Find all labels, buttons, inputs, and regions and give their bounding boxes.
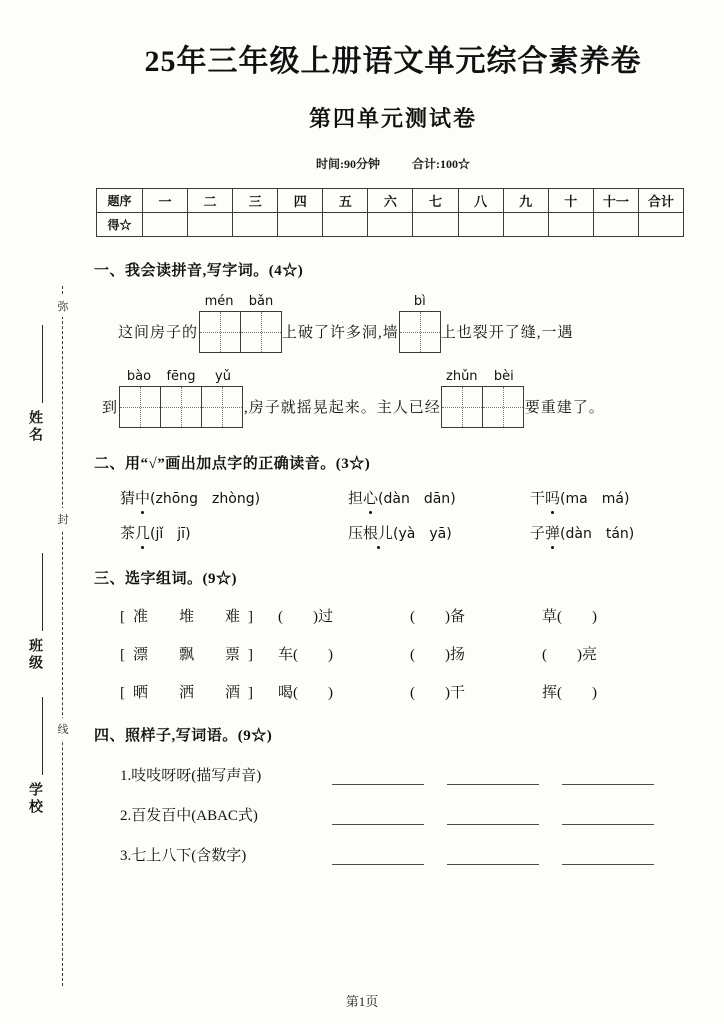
score-col-8: 八 bbox=[458, 189, 503, 213]
pinyin-feng: fēng bbox=[166, 369, 196, 384]
pron-word-dotted: 中 bbox=[135, 487, 150, 508]
pron-word-pre: 担 bbox=[348, 491, 364, 507]
tianzige-boxes-bi bbox=[399, 311, 441, 353]
score-col-10: 十 bbox=[548, 189, 593, 213]
section-one-line-1 bbox=[94, 294, 692, 353]
total-score-label: 合计:100☆ bbox=[412, 157, 470, 171]
pron-option-a[interactable]: dàn bbox=[383, 491, 410, 507]
score-col-total: 合计 bbox=[638, 189, 683, 213]
score-cell-3[interactable] bbox=[233, 213, 278, 237]
score-cell-11[interactable] bbox=[593, 213, 638, 237]
pinyin-zhun: zhǔn bbox=[446, 369, 478, 384]
page-title: 25年三年级上册语文单元综合素养卷 bbox=[144, 45, 642, 78]
score-cell-1[interactable] bbox=[143, 213, 188, 237]
pron-word-dotted: 心 bbox=[363, 487, 378, 508]
score-col-3: 三 bbox=[233, 189, 278, 213]
pinyin-menban bbox=[198, 294, 282, 309]
choose-char-blank[interactable]: ( )扬 bbox=[410, 647, 465, 663]
exam-paper bbox=[84, 0, 724, 1024]
binding-margin bbox=[0, 0, 84, 1024]
tianzige-cell[interactable] bbox=[201, 386, 243, 428]
pron-option-b[interactable]: tán bbox=[605, 526, 629, 542]
score-table-row-header-1: 得☆ bbox=[97, 213, 143, 237]
write-words-row-1 bbox=[94, 764, 692, 785]
pron-item-danxin[interactable]: 担心(dàn dān) bbox=[348, 487, 530, 508]
score-cell-6[interactable] bbox=[368, 213, 413, 237]
tianzige-cell[interactable] bbox=[119, 386, 161, 428]
section-one-line-2 bbox=[94, 369, 692, 428]
choose-char-bracket: [准 堆 难] bbox=[120, 609, 261, 625]
name-rule bbox=[42, 325, 43, 403]
write-words-row-3 bbox=[94, 844, 692, 865]
write-words-blank[interactable] bbox=[562, 808, 654, 825]
pron-word-pre: 子 bbox=[530, 526, 546, 542]
choose-char-blank[interactable]: 草( ) bbox=[542, 609, 597, 625]
line2-prefix: 到 bbox=[102, 400, 119, 416]
student-class-label: 班级 bbox=[27, 638, 42, 672]
pinyin-bei: bèi bbox=[493, 369, 514, 384]
pron-word-pre: 干 bbox=[530, 491, 546, 507]
line1-suffix: 上也裂开了缝,一遇 bbox=[440, 325, 574, 341]
choose-char-blank[interactable]: ( )备 bbox=[410, 609, 465, 625]
pron-option-a[interactable]: jǐ bbox=[155, 526, 164, 542]
seal-char-mi: 弥 bbox=[55, 295, 71, 317]
tianzige-cell[interactable] bbox=[482, 386, 524, 428]
write-words-example: 1.吱吱呀呀(描写声音) bbox=[120, 768, 262, 784]
tianzige-cell[interactable] bbox=[160, 386, 202, 428]
score-cell-4[interactable] bbox=[278, 213, 323, 237]
write-words-blank[interactable] bbox=[447, 848, 539, 865]
pronunciation-row-2 bbox=[94, 522, 692, 543]
pinyin-men: mén bbox=[204, 294, 234, 309]
choose-char-blank[interactable]: ( )过 bbox=[278, 609, 333, 625]
section-four-heading: 四、照样子,写词语。(9☆) bbox=[94, 728, 273, 744]
score-col-9: 九 bbox=[503, 189, 548, 213]
choose-char-bracket: [晒 洒 酒] bbox=[120, 685, 261, 701]
choose-char-blank[interactable]: ( )亮 bbox=[542, 647, 597, 663]
tianzige-cell[interactable] bbox=[441, 386, 483, 428]
write-words-blank[interactable] bbox=[562, 848, 654, 865]
choose-char-row-3 bbox=[94, 681, 692, 702]
score-table-row-header-0: 题序 bbox=[97, 189, 143, 213]
choose-char-blank[interactable]: 喝( ) bbox=[278, 685, 333, 701]
pron-option-a[interactable]: ma bbox=[565, 491, 588, 507]
pinyin-yu: yǔ bbox=[215, 369, 231, 384]
pron-option-a[interactable]: dàn bbox=[565, 526, 592, 542]
line1-middle: 上破了许多洞,墙 bbox=[282, 325, 399, 341]
pron-word-pre: 压 bbox=[348, 526, 364, 542]
pron-option-a[interactable]: zhōng bbox=[155, 491, 199, 507]
section-one bbox=[84, 259, 702, 428]
choose-char-blank[interactable]: 挥( ) bbox=[542, 685, 597, 701]
pron-word-pre: 茶 bbox=[120, 526, 136, 542]
pron-option-a[interactable]: yà bbox=[398, 526, 416, 542]
line2-middle: ,房子就摇晃起来。主人已经 bbox=[244, 400, 441, 416]
pron-word-pre: 猜 bbox=[120, 491, 136, 507]
pron-word-dotted: 根儿 bbox=[363, 522, 393, 543]
choose-char-blank[interactable]: 车( ) bbox=[278, 647, 333, 663]
tianzige-cell[interactable] bbox=[240, 311, 282, 353]
pron-option-b[interactable]: jī bbox=[177, 526, 186, 542]
time-limit-label: 时间:90分钟 bbox=[316, 157, 380, 171]
score-col-5: 五 bbox=[323, 189, 368, 213]
write-words-example: 3.七上八下(含数字) bbox=[120, 848, 247, 864]
tianzige-group-menban bbox=[198, 294, 282, 353]
score-cell-total[interactable] bbox=[638, 213, 683, 237]
tianzige-boxes-baofengyu bbox=[119, 386, 243, 428]
pron-item-chaji[interactable]: 茶几(jǐ jī) bbox=[120, 522, 348, 543]
pinyin-ban: bǎn bbox=[248, 294, 274, 309]
pinyin-bi-wrap bbox=[399, 294, 441, 309]
tianzige-group-baofengyu bbox=[118, 369, 244, 428]
pron-word-dotted: 弹 bbox=[545, 522, 560, 543]
score-table-header-row bbox=[97, 189, 684, 213]
score-cell-7[interactable] bbox=[413, 213, 458, 237]
tianzige-cell[interactable] bbox=[199, 311, 241, 353]
pinyin-zhunbei bbox=[441, 369, 525, 384]
section-four bbox=[84, 724, 702, 865]
write-words-blank[interactable] bbox=[332, 848, 424, 865]
pron-option-b[interactable]: zhòng bbox=[212, 491, 255, 507]
write-words-blank[interactable] bbox=[332, 768, 424, 785]
choose-char-bracket: [漂 飘 票] bbox=[120, 647, 261, 663]
pron-word-dotted: 几 bbox=[135, 522, 150, 543]
section-two-heading: 二、用“√”画出加点字的正确读音。(3☆) bbox=[94, 456, 371, 472]
score-col-4: 四 bbox=[278, 189, 323, 213]
score-col-2: 二 bbox=[188, 189, 233, 213]
class-rule bbox=[42, 553, 43, 631]
choose-char-blank[interactable]: ( )干 bbox=[410, 685, 465, 701]
choose-char-row-2 bbox=[94, 643, 692, 664]
section-two bbox=[84, 452, 702, 543]
school-rule bbox=[42, 697, 43, 775]
pronunciation-row-1 bbox=[94, 487, 692, 508]
section-three bbox=[84, 567, 702, 702]
write-words-example: 2.百发百中(ABAC式) bbox=[120, 808, 258, 824]
pron-option-b[interactable]: dān bbox=[423, 491, 451, 507]
score-col-7: 七 bbox=[413, 189, 458, 213]
pron-item-ganma[interactable]: 干吗(ma má) bbox=[530, 487, 629, 508]
pron-item-caizhong[interactable]: 猜中(zhōng zhòng) bbox=[120, 487, 348, 508]
seal-char-xian: 线 bbox=[55, 718, 71, 740]
seal-char-feng: 封 bbox=[55, 508, 71, 530]
score-table bbox=[96, 188, 684, 237]
tianzige-group-bi bbox=[399, 294, 441, 353]
score-col-1: 一 bbox=[143, 189, 188, 213]
pron-item-yagenr[interactable]: 压根儿(yà yā) bbox=[348, 522, 530, 543]
seal-dashed-line bbox=[62, 286, 63, 986]
write-words-row-2 bbox=[94, 804, 692, 825]
score-table-value-row bbox=[97, 213, 684, 237]
write-words-blank[interactable] bbox=[562, 768, 654, 785]
score-cell-8[interactable] bbox=[458, 213, 503, 237]
score-col-6: 六 bbox=[368, 189, 413, 213]
tianzige-group-zhunbei bbox=[441, 369, 525, 428]
student-school-label: 学校 bbox=[27, 782, 42, 816]
exam-meta bbox=[84, 133, 702, 172]
score-col-11: 十一 bbox=[593, 189, 638, 213]
pron-option-b[interactable]: yā bbox=[429, 526, 447, 542]
tianzige-boxes-menban bbox=[199, 311, 282, 353]
score-cell-2[interactable] bbox=[188, 213, 233, 237]
line1-prefix: 这间房子的 bbox=[118, 325, 199, 341]
write-words-blank[interactable] bbox=[447, 768, 539, 785]
score-cell-5[interactable] bbox=[323, 213, 368, 237]
score-table-wrap bbox=[84, 172, 702, 237]
pinyin-baofengyu bbox=[118, 369, 244, 384]
student-name-label: 姓名 bbox=[27, 410, 42, 444]
score-cell-10[interactable] bbox=[548, 213, 593, 237]
write-words-blank[interactable] bbox=[332, 808, 424, 825]
choose-char-row-1 bbox=[94, 605, 692, 626]
pinyin-bi: bì bbox=[413, 294, 426, 309]
page-footer: 第1页 bbox=[345, 994, 379, 1009]
pinyin-bao: bào bbox=[126, 369, 152, 384]
tianzige-boxes-zhunbei bbox=[441, 386, 524, 428]
page-subtitle: 第四单元测试卷 bbox=[308, 106, 477, 131]
tianzige-cell[interactable] bbox=[399, 311, 441, 353]
pron-word-dotted: 吗 bbox=[545, 487, 560, 508]
section-three-heading: 三、选字组词。(9☆) bbox=[94, 571, 237, 587]
line2-suffix: 要重建了。 bbox=[524, 400, 605, 416]
pron-item-zidan[interactable]: 子弹(dàn tán) bbox=[530, 522, 634, 543]
write-words-blank[interactable] bbox=[447, 808, 539, 825]
section-one-heading: 一、我会读拼音,写字词。(4☆) bbox=[94, 263, 304, 279]
score-cell-9[interactable] bbox=[503, 213, 548, 237]
pron-option-b[interactable]: má bbox=[601, 491, 624, 507]
